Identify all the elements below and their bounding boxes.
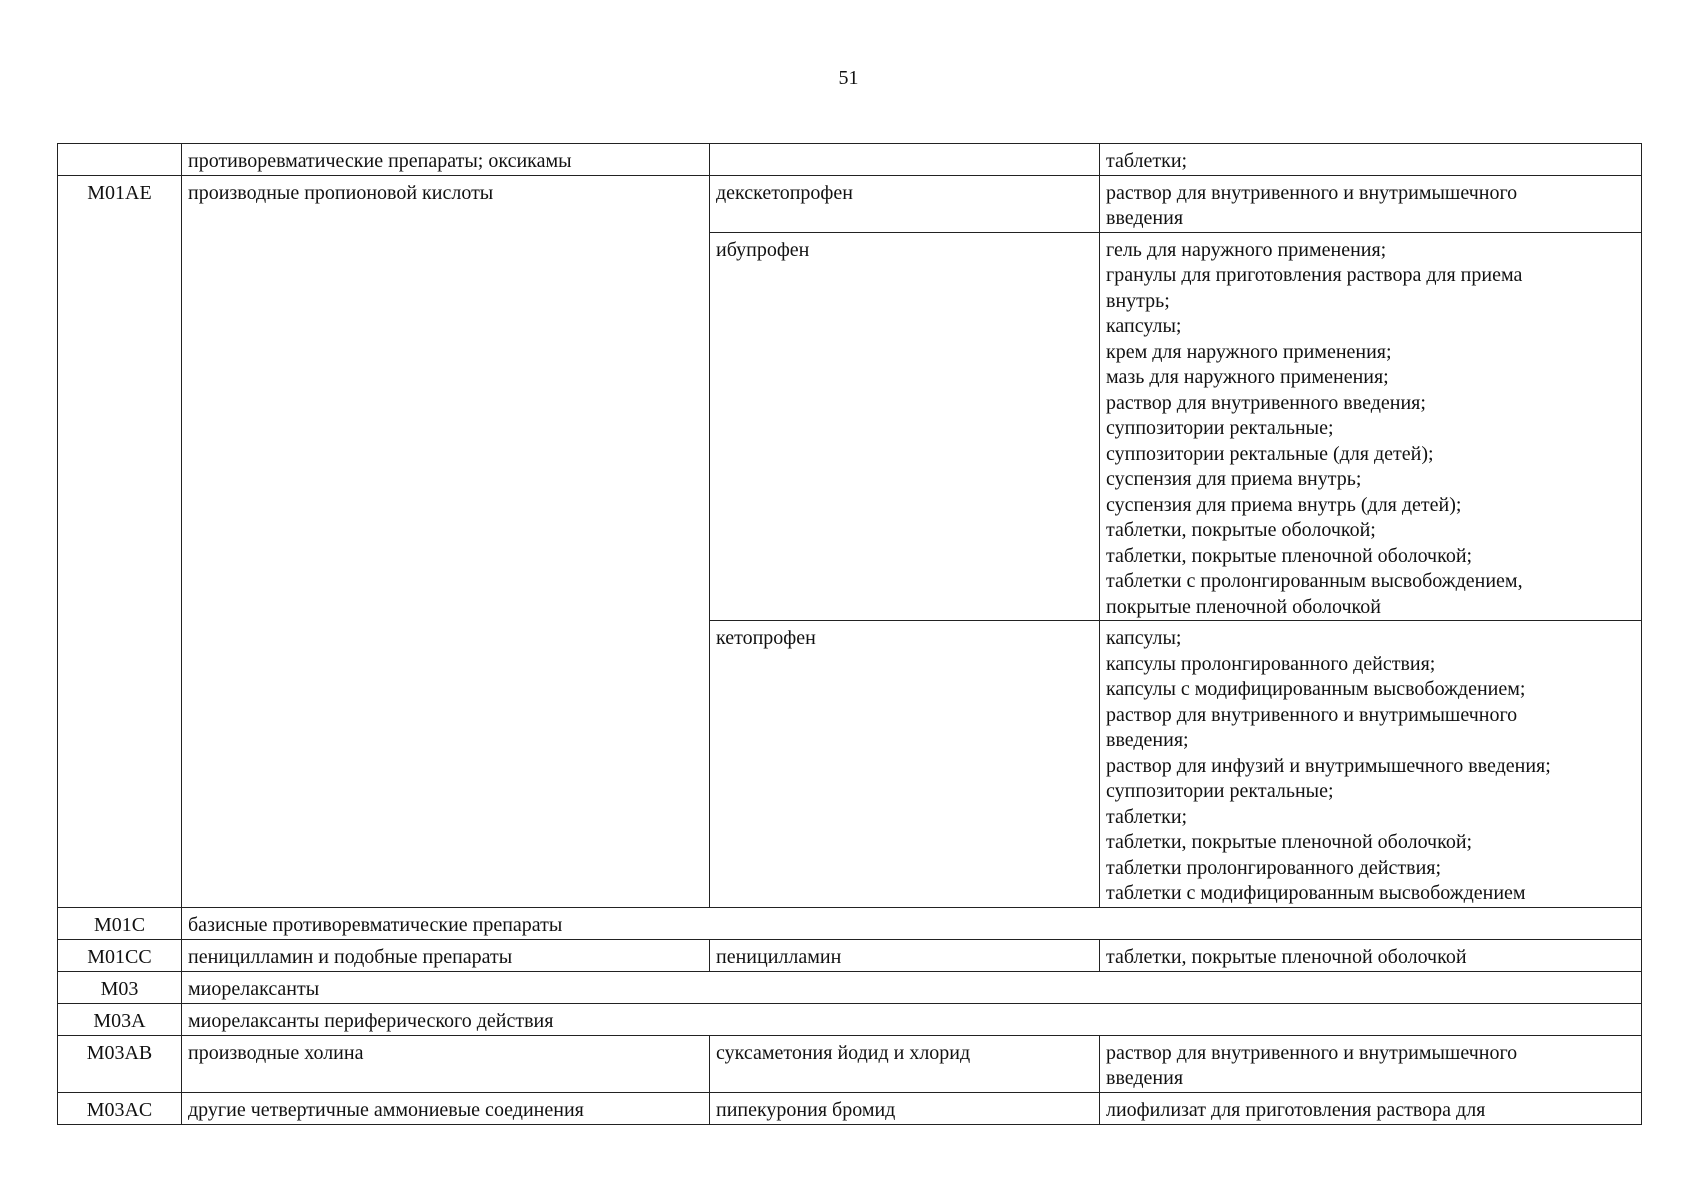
- table-row: [58, 907, 1642, 939]
- drug-cell: пеницилламин: [710, 939, 1100, 971]
- dosage-form-cell: [1100, 1092, 1642, 1124]
- dosage-form-item: введения: [1106, 207, 1184, 229]
- drug-list-table: [57, 143, 1642, 1125]
- table-row: [58, 175, 1642, 232]
- dosage-form-list: [1106, 626, 1635, 907]
- dosage-form-item: таблетки;: [1106, 150, 1188, 172]
- dosage-form-item: покрытые пленочной оболочкой: [1106, 595, 1381, 618]
- dosage-form-cell: [1100, 175, 1642, 232]
- atc-code-cell: M01AE: [58, 175, 182, 907]
- group-cell: противоревматические препараты; оксикамы: [182, 144, 710, 176]
- drug-cell: ибупрофен: [710, 232, 1100, 621]
- dosage-form-cell: [1100, 939, 1642, 971]
- dosage-form-item: раствор для внутривенного и внутримышечного: [1106, 703, 1518, 726]
- drug-cell: декскетопрофен: [710, 175, 1100, 232]
- dosage-form-cell: [1100, 1035, 1642, 1092]
- dosage-form-item: суппозитории ректальные;: [1106, 417, 1334, 439]
- dosage-form-list: [1106, 945, 1635, 971]
- group-cell: миорелаксанты: [182, 971, 1642, 1003]
- atc-code-cell: M03: [58, 971, 182, 1003]
- dosage-form-item: таблетки, покрытые пленочной оболочкой;: [1106, 544, 1473, 567]
- dosage-form-item: раствор для внутривенного введения;: [1106, 391, 1426, 414]
- dosage-form-item: мазь для наружного применения;: [1106, 366, 1389, 388]
- atc-code-cell: M03AC: [58, 1092, 182, 1124]
- dosage-form-item: раствор для инфузий и внутримышечного введения;: [1106, 754, 1551, 777]
- dosage-form-item: суппозитории ректальные;: [1106, 780, 1334, 802]
- dosage-form-item: капсулы;: [1106, 315, 1182, 337]
- dosage-form-item: таблетки с пролонгированным высвобождением,: [1106, 570, 1523, 592]
- group-cell: базисные противоревматические препараты: [182, 907, 1642, 939]
- dosage-form-list: [1106, 238, 1635, 621]
- dosage-form-item: таблетки пролонгированного действия;: [1106, 856, 1442, 879]
- dosage-form-item: капсулы с модифицированным высвобождением;: [1106, 678, 1526, 700]
- dosage-form-item: лиофилизат для приготовления раствора для: [1106, 1098, 1486, 1121]
- table-row: [58, 971, 1642, 1003]
- atc-code-cell: M01CC: [58, 939, 182, 971]
- dosage-form-list: [1106, 1041, 1635, 1092]
- atc-code-cell: [58, 144, 182, 176]
- atc-code-cell: M03AB: [58, 1035, 182, 1092]
- dosage-form-item: таблетки с модифицированным высвобождением: [1106, 882, 1526, 904]
- table-row: [58, 939, 1642, 971]
- atc-code-cell: M03A: [58, 1003, 182, 1035]
- page-number: 51: [838, 67, 859, 89]
- dosage-form-item: капсулы пролонгированного действия;: [1106, 652, 1436, 675]
- atc-code-cell: M01C: [58, 907, 182, 939]
- group-cell: производные холина: [182, 1035, 710, 1092]
- dosage-form-item: таблетки;: [1106, 805, 1188, 828]
- dosage-form-item: суппозитории ректальные (для детей);: [1106, 442, 1434, 465]
- table-row: [58, 1092, 1642, 1124]
- dosage-form-item: крем для наружного применения;: [1106, 340, 1392, 363]
- dosage-form-cell: [1100, 144, 1642, 176]
- dosage-form-item: гранулы для приготовления раствора для приема: [1106, 264, 1523, 286]
- dosage-form-list: [1106, 181, 1635, 232]
- dosage-form-item: капсулы;: [1106, 627, 1182, 649]
- dosage-form-list: [1106, 149, 1635, 175]
- dosage-form-item: раствор для внутривенного и внутримышечного: [1106, 181, 1518, 204]
- drug-cell: пипекурония бромид: [710, 1092, 1100, 1124]
- drug-cell: [710, 144, 1100, 176]
- dosage-form-item: суспензия для приема внутрь (для детей);: [1106, 493, 1462, 516]
- dosage-form-item: внутрь;: [1106, 289, 1170, 312]
- group-cell: пеницилламин и подобные препараты: [182, 939, 710, 971]
- table-row: [58, 1003, 1642, 1035]
- dosage-form-item: введения;: [1106, 729, 1189, 751]
- dosage-form-item: введения: [1106, 1067, 1184, 1089]
- group-cell: производные пропионовой кислоты: [182, 175, 710, 907]
- group-cell: другие четвертичные аммониевые соединения: [182, 1092, 710, 1124]
- group-cell: миорелаксанты периферического действия: [182, 1003, 1642, 1035]
- dosage-form-cell: [1100, 232, 1642, 621]
- dosage-form-item: таблетки, покрытые пленочной оболочкой;: [1106, 831, 1473, 853]
- dosage-form-item: суспензия для приема внутрь;: [1106, 468, 1362, 490]
- dosage-form-item: гель для наружного применения;: [1106, 238, 1387, 261]
- dosage-form-cell: [1100, 621, 1642, 908]
- dosage-form-item: таблетки, покрытые пленочной оболочкой: [1106, 945, 1467, 968]
- drug-cell: суксаметония йодид и хлорид: [710, 1035, 1100, 1092]
- dosage-form-list: [1106, 1098, 1635, 1124]
- dosage-form-item: таблетки, покрытые оболочкой;: [1106, 519, 1376, 541]
- drug-cell: кетопрофен: [710, 621, 1100, 908]
- table-row: [58, 1035, 1642, 1092]
- table-row: [58, 144, 1642, 176]
- dosage-form-item: раствор для внутривенного и внутримышечного: [1106, 1041, 1518, 1064]
